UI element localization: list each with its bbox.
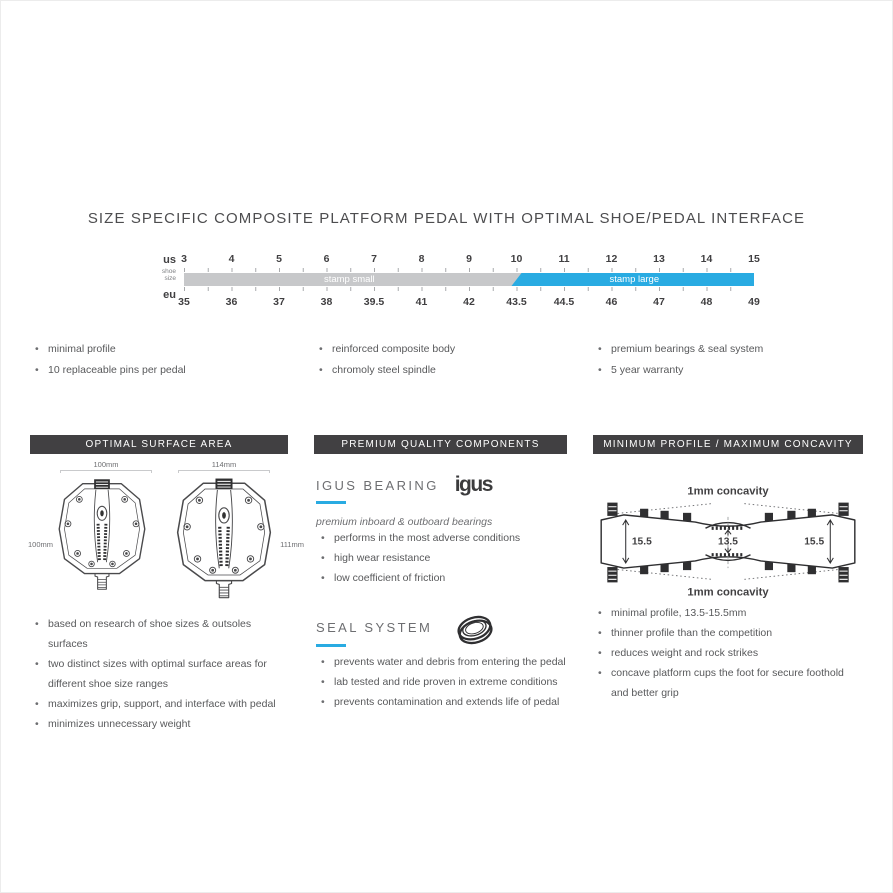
eu-size: 49 — [748, 296, 760, 308]
bullet-item: • reinforced composite body — [319, 339, 567, 360]
accent-underline — [316, 501, 346, 504]
bullet-item: • based on research of shoe sizes & outsoles surfaces — [35, 614, 288, 654]
us-size: 9 — [466, 253, 472, 265]
eu-size: 42 — [463, 296, 475, 308]
width-dimension-label: 100mm — [93, 460, 119, 469]
width-dimension-label: 114mm — [211, 460, 237, 469]
bullet-item: • prevents water and debris from entering the pedal — [321, 652, 567, 672]
bullet-item: • minimal profile, 13.5-15.5mm — [598, 603, 863, 623]
eu-size: 35 — [178, 296, 190, 308]
concavity-bottom-label: 1mm concavity — [687, 586, 769, 599]
bullet-item: • maximizes grip, support, and interface with pedal — [35, 694, 288, 714]
us-size: 6 — [323, 253, 330, 265]
seal-system-heading: SEAL SYSTEM — [316, 620, 433, 635]
pedal-figure-small — [28, 460, 158, 614]
bullet-item: • lab tested and ride proven in extreme conditions — [321, 672, 567, 692]
bullet-item: • low coefficient of friction — [321, 568, 567, 588]
page-title: SIZE SPECIFIC COMPOSITE PLATFORM PEDAL WITH OPTIMAL SHOE/PEDAL INTERFACE — [87, 210, 806, 227]
key-features — [30, 339, 863, 381]
bullet-item: • prevents contamination and extends life of pedal — [321, 692, 567, 712]
dimension-line — [178, 470, 270, 473]
us-size: 4 — [228, 253, 235, 265]
bullet-item: • high wear resistance — [321, 548, 567, 568]
section-header: MINIMUM PROFILE / MAXIMUM CONCAVITY — [593, 435, 863, 454]
eu-size: 44.5 — [553, 296, 575, 308]
stamp-large-label: stamp large — [609, 274, 660, 285]
height-dimension-label: 111mm — [280, 540, 304, 550]
size-range-bar — [184, 273, 754, 286]
profile-bullet-list — [593, 603, 863, 703]
pedal-figure-large — [172, 460, 304, 614]
eu-row-label: eu — [163, 289, 176, 301]
eu-size: 41 — [415, 296, 428, 308]
feature-list-1 — [30, 339, 288, 381]
detail-sections — [30, 435, 863, 734]
igus-bullet-list — [316, 528, 567, 588]
dimension-line — [60, 470, 152, 473]
bullet-item: • 10 replaceable pins per pedal — [35, 360, 288, 381]
eu-size: 39.5 — [363, 296, 385, 308]
bullet-item: • 5 year warranty — [598, 360, 863, 381]
pedal-size-comparison — [28, 454, 304, 614]
igus-subtitle: premium inboard & outboard bearings — [316, 516, 493, 528]
eu-size: 37 — [273, 296, 285, 308]
us-size: 15 — [748, 253, 760, 265]
eu-size: 47 — [653, 296, 665, 308]
eu-size: 38 — [320, 296, 333, 308]
bullet-item: • reduces weight and rock strikes — [598, 643, 863, 663]
us-size: 10 — [510, 253, 523, 265]
igus-bearing-block — [314, 473, 567, 588]
us-size: 14 — [700, 253, 713, 265]
igus-logo: igus — [454, 473, 492, 496]
pedal-side-view-diagram — [593, 482, 863, 603]
eu-size: 36 — [225, 296, 238, 308]
pedal-top-view-small — [54, 475, 150, 597]
bullet-item: • thinner profile than the competition — [598, 623, 863, 643]
us-size: 7 — [371, 253, 377, 265]
section-header: PREMIUM QUALITY COMPONENTS — [314, 435, 567, 454]
height-dimension-label: 100mm — [28, 540, 54, 550]
shoe-size-row-label: shoe size — [161, 268, 176, 282]
bullet-item: • concave platform cups the foot for secure foothold and better grip — [598, 663, 863, 703]
seal-system-block — [314, 614, 567, 712]
eu-size: 43.5 — [506, 296, 527, 308]
bullet-item: • minimal profile — [35, 339, 288, 360]
bullet-item: • two distinct sizes with optimal surface areas for different shoe size ranges — [35, 654, 288, 694]
section-optimal-surface-area — [28, 435, 304, 734]
concavity-top-label: 1mm concavity — [687, 485, 769, 498]
tick-marks-bottom — [184, 287, 754, 291]
section-minimum-profile — [593, 435, 863, 703]
us-size: 5 — [276, 253, 282, 265]
us-size: 12 — [605, 253, 618, 265]
right-profile-dim: 15.5 — [804, 536, 825, 548]
accent-underline — [316, 644, 346, 647]
us-row-label: us — [163, 254, 176, 266]
center-profile-dim: 13.5 — [718, 536, 738, 548]
section-premium-components — [314, 435, 567, 712]
igus-bearing-heading: IGUS BEARING — [316, 477, 439, 493]
bullet-item: • minimizes unnecessary weight — [35, 714, 288, 734]
stamp-small-label: stamp small — [323, 274, 375, 285]
us-sizes-row — [181, 253, 760, 265]
seal-bullet-list — [316, 652, 567, 712]
eu-size: 48 — [700, 296, 713, 308]
us-size: 13 — [653, 253, 665, 265]
us-size: 11 — [558, 253, 570, 265]
bullet-item: • premium bearings & seal system — [598, 339, 863, 360]
left-profile-dim: 15.5 — [631, 536, 652, 548]
tick-marks-top — [184, 268, 754, 272]
us-size: 3 — [181, 253, 187, 265]
eu-sizes-row — [178, 296, 760, 308]
us-size: 8 — [418, 253, 425, 265]
feature-list-2 — [314, 339, 567, 381]
surface-bullet-list — [30, 614, 288, 734]
pedal-top-view-large — [172, 475, 276, 605]
seal-heading-wrap — [316, 619, 432, 647]
shoe-size-chart — [142, 253, 762, 308]
eu-size: 46 — [605, 296, 618, 308]
feature-list-3 — [593, 339, 863, 381]
seal-ring-icon — [448, 608, 502, 652]
bullet-item: • performs in the most adverse conditions — [321, 528, 567, 548]
size-scale — [178, 253, 760, 308]
bullet-item: • chromoly steel spindle — [319, 360, 567, 381]
section-header: OPTIMAL SURFACE AREA — [30, 435, 288, 454]
